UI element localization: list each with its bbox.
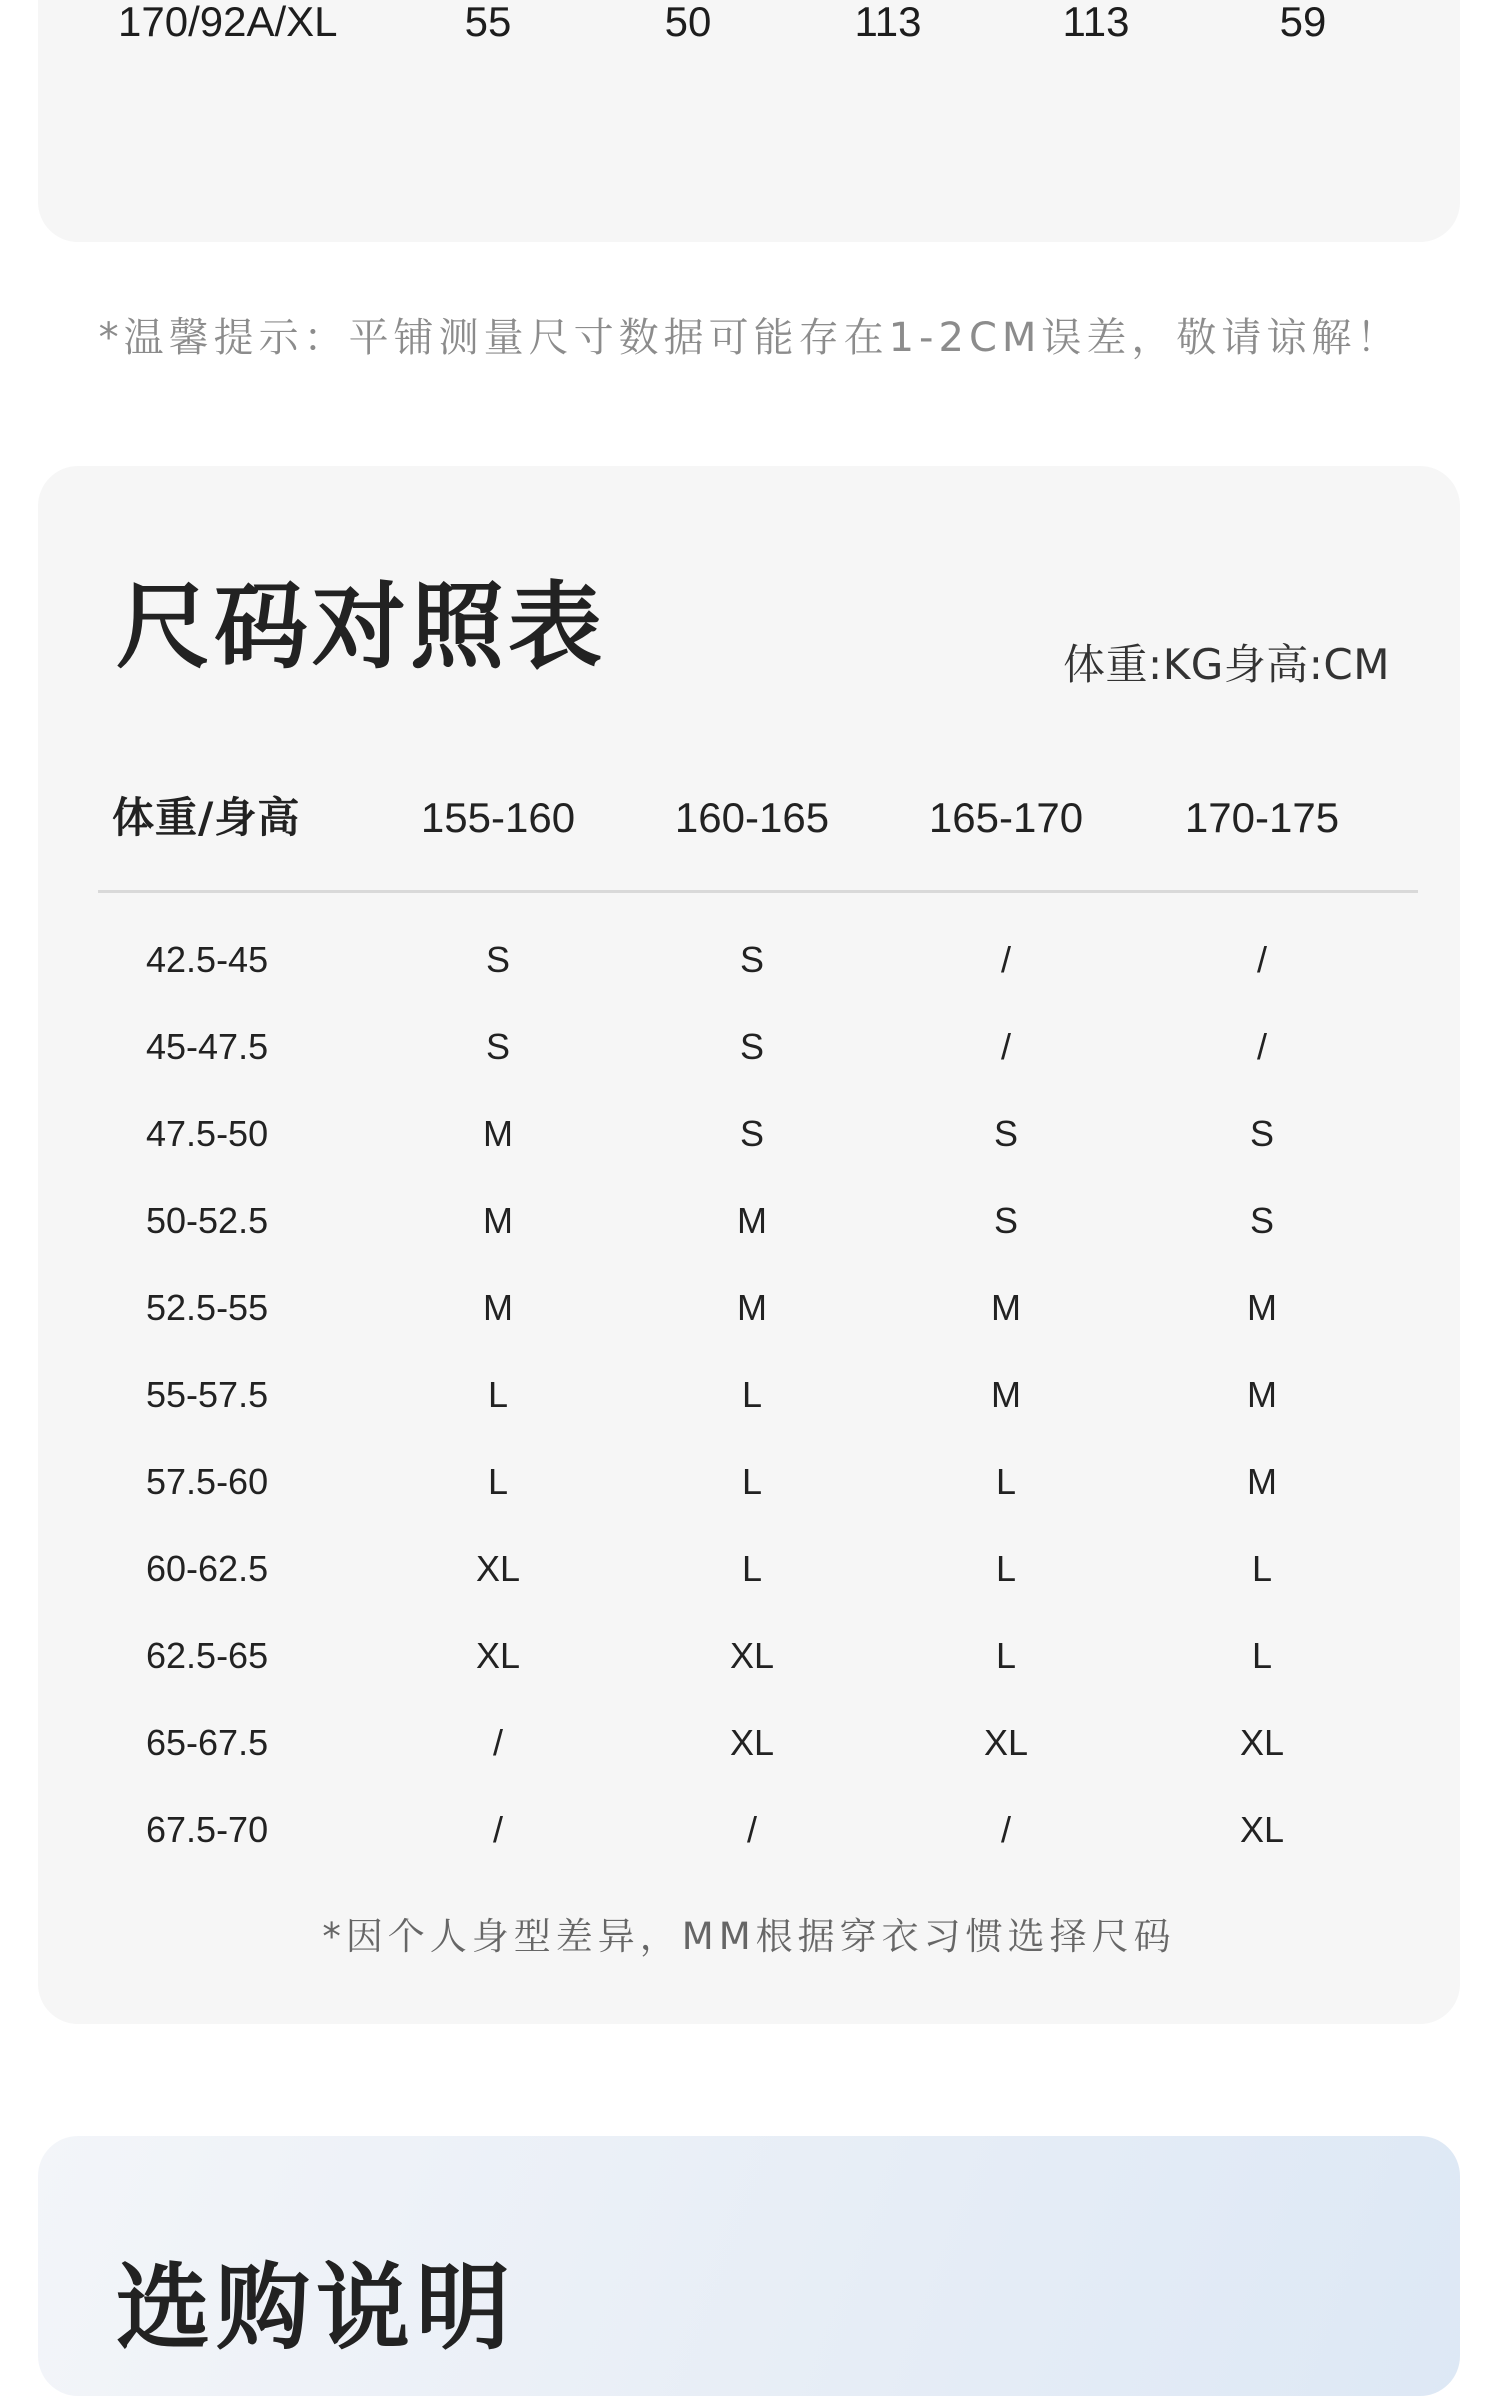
table-row: [38, 1351, 1460, 1438]
measurement-tip: *温馨提示：平铺测量尺寸数据可能存在1-2CM误差，敬请谅解！: [98, 315, 1402, 361]
size-cell: /: [492, 1809, 503, 1850]
size-chart-footnote: *因个人身型差异，MM根据穿衣习惯选择尺码: [322, 1915, 1176, 1958]
value-cell: 113: [854, 0, 922, 45]
table-row: [38, 1264, 1460, 1351]
size-chart-title: 尺码对照表: [116, 573, 607, 682]
size-cell: L: [995, 1635, 1017, 1676]
size-cell: M: [991, 1287, 1021, 1328]
header-height-range: 170-175: [1184, 794, 1340, 841]
header-height-range: 155-160: [420, 794, 576, 841]
table-row: [38, 916, 1460, 1003]
weight-range-cell: 65-67.5: [146, 1722, 269, 1763]
table-row: [38, 1177, 1460, 1264]
purchase-guide-title: 选购说明: [116, 2254, 517, 2363]
size-cell: M: [737, 1200, 767, 1241]
size-cell: L: [995, 1548, 1017, 1589]
weight-range-cell: 67.5-70: [146, 1809, 269, 1850]
size-cell: /: [1000, 1809, 1011, 1850]
size-cell: S: [739, 1026, 764, 1067]
size-cell: M: [991, 1374, 1021, 1415]
size-cell: XL: [1239, 1809, 1285, 1850]
size-cell: L: [741, 1461, 763, 1502]
header-height-range: 160-165: [674, 794, 830, 841]
size-cell: L: [741, 1548, 763, 1589]
size-cell: S: [993, 1200, 1018, 1241]
table-row: [38, 0, 1460, 64]
weight-range-cell: 45-47.5: [146, 1026, 269, 1067]
size-cell: XL: [729, 1635, 775, 1676]
size-cell: L: [741, 1374, 763, 1415]
size-cell: M: [1247, 1374, 1277, 1415]
size-cell: S: [1249, 1113, 1274, 1154]
weight-range-cell: 42.5-45: [146, 939, 269, 980]
size-cell: /: [492, 1722, 503, 1763]
size-cell: XL: [729, 1722, 775, 1763]
size-cell: M: [1247, 1287, 1277, 1328]
size-cell: XL: [983, 1722, 1029, 1763]
table-row: [38, 1786, 1460, 1873]
table-row: [38, 1438, 1460, 1525]
header-weight-height: 体重/身高: [112, 793, 301, 842]
size-cell: M: [483, 1287, 513, 1328]
weight-range-cell: 60-62.5: [146, 1548, 269, 1589]
table-row: [38, 1003, 1460, 1090]
size-cell: /: [1256, 1026, 1267, 1067]
header-height-range: 165-170: [928, 794, 1084, 841]
size-cell: M: [737, 1287, 767, 1328]
unit-note: 体重:KG身高:CM: [1063, 640, 1390, 689]
table-row: [38, 1090, 1460, 1177]
size-cell: S: [993, 1113, 1018, 1154]
table-row: [38, 1699, 1460, 1786]
size-cell: S: [739, 1113, 764, 1154]
size-cell: 170/92A/XL: [118, 0, 338, 45]
weight-range-cell: 50-52.5: [146, 1200, 269, 1241]
size-chart-card: [38, 466, 1460, 2024]
size-cell: L: [1251, 1635, 1273, 1676]
header-divider: [98, 890, 1418, 893]
size-chart-header-row: [38, 786, 1460, 850]
size-cell: L: [1251, 1548, 1273, 1589]
value-cell: 113: [1062, 0, 1130, 45]
size-cell: XL: [475, 1635, 521, 1676]
size-cell: L: [487, 1461, 509, 1502]
size-cell: S: [1249, 1200, 1274, 1241]
size-cell: S: [485, 939, 510, 980]
weight-range-cell: 52.5-55: [146, 1287, 269, 1328]
size-cell: M: [483, 1200, 513, 1241]
size-cell: S: [739, 939, 764, 980]
measurement-table-card: [38, 0, 1460, 242]
size-cell: M: [1247, 1461, 1277, 1502]
table-row: [38, 1525, 1460, 1612]
size-cell: L: [995, 1461, 1017, 1502]
weight-range-cell: 62.5-65: [146, 1635, 269, 1676]
value-cell: 50: [664, 0, 712, 45]
size-cell: S: [485, 1026, 510, 1067]
weight-range-cell: 47.5-50: [146, 1113, 269, 1154]
size-cell: XL: [1239, 1722, 1285, 1763]
size-cell: L: [487, 1374, 509, 1415]
size-cell: M: [483, 1113, 513, 1154]
weight-range-cell: 57.5-60: [146, 1461, 269, 1502]
size-cell: /: [1256, 939, 1267, 980]
weight-range-cell: 55-57.5: [146, 1374, 269, 1415]
size-cell: /: [1000, 939, 1011, 980]
size-cell: /: [1000, 1026, 1011, 1067]
value-cell: 59: [1279, 0, 1327, 45]
size-cell: /: [746, 1809, 757, 1850]
purchase-guide-card: [38, 2136, 1460, 2396]
size-cell: XL: [475, 1548, 521, 1589]
table-row: [38, 1612, 1460, 1699]
value-cell: 55: [464, 0, 512, 45]
